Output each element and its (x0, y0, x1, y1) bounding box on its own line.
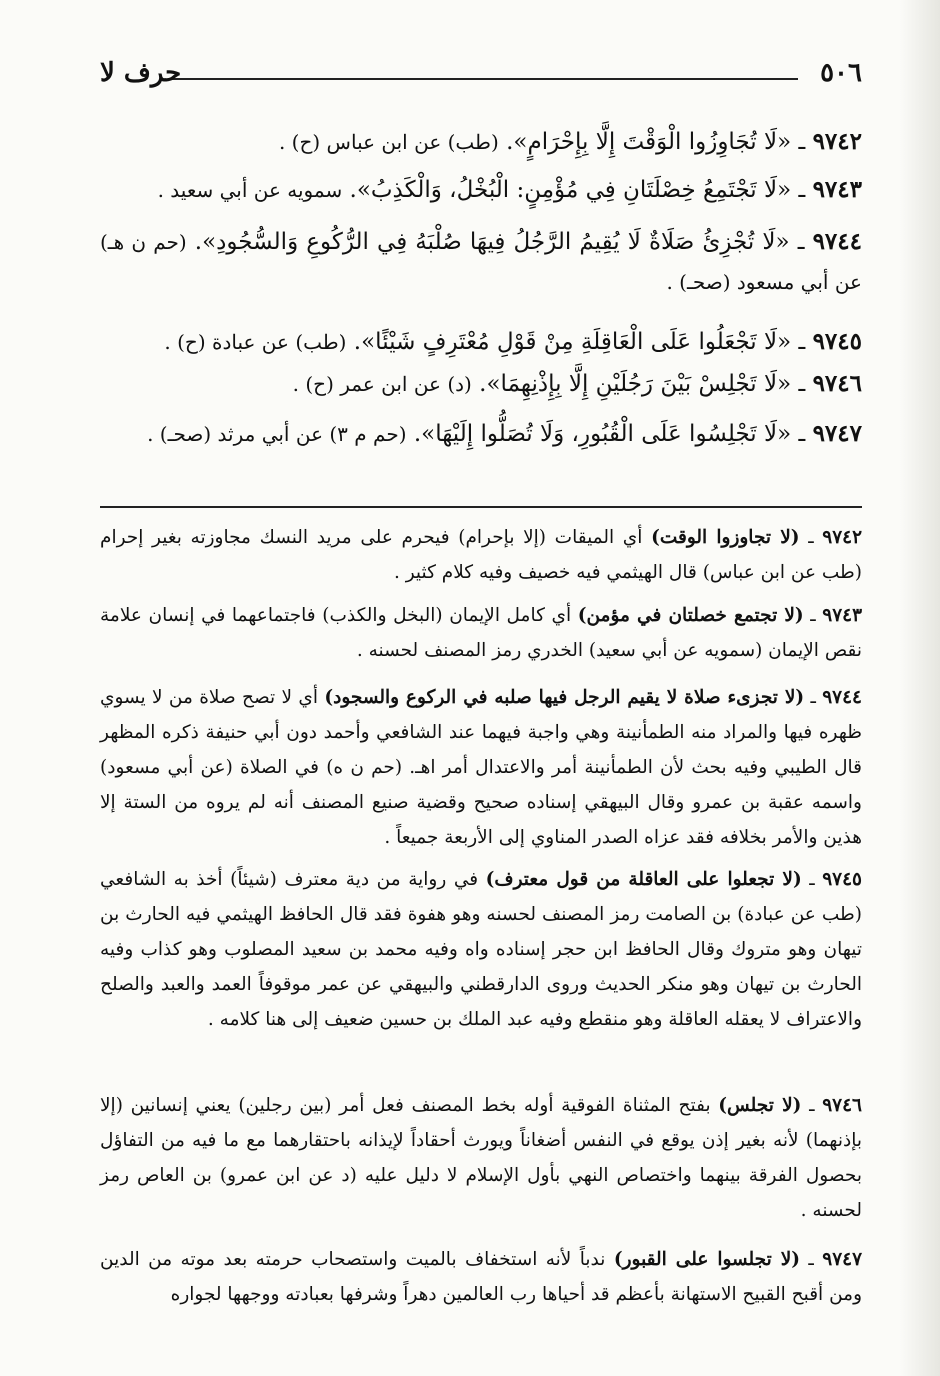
chapter-title: حرف لا (100, 58, 182, 88)
commentary-heading: (لا تجاوزوا الوقت) (651, 527, 800, 548)
scan-margin-shadow (900, 0, 940, 1376)
commentary-number: ٩٧٤٣ (822, 605, 863, 626)
commentary-entry: ٩٧٤٦ ـ (لا تجلس) بفتح المثناة الفوقية أوله بخط المصنف فعل أمر (بين رجلين) يعني إنسانين (إلا بإذنهما) لأنه بغير إذن يوقع في النفس أضغاناً ويورث أحقاداً لإيذانه باحتقارهما مع ما فيه من التفاؤل بحصول الفرقة بينهما واختصاص النهي بأول الإسلام لا دليل عليه (د عن ابن عمرو) بن العاص رمز لحسنه . (100, 1095, 862, 1221)
commentary-heading: (لا تجلس) (718, 1095, 802, 1116)
hadith-entry: ٩٧٤٤ ـ «لَا تُجْزِئُ صَلَاةٌ لَا يُقِيمُ الرَّجُلُ فِيهَا صُلْبَهُ فِي الرُّكُوعِ وَالسُّجُودِ». (حم ن هـ) عن أبي مسعود (صحـ) . (100, 228, 862, 294)
commentary-number: ٩٧٤٧ (822, 1249, 863, 1270)
commentary-number: ٩٧٤٢ (822, 527, 863, 548)
hadith-text: «لَا تَجْتَمِعُ خِصْلَتَانِ فِي مُؤْمِنٍ: الْبُخْلُ، وَالْكَذِبُ». (349, 177, 792, 203)
commentary-entry: ٩٧٤٣ ـ (لا تجتمع خصلتان في مؤمن) أي كامل الإيمان (البخل والكذب) فاجتماعهما في إنسان علامة نقص الإيمان (سمويه عن أبي سعيد) الخدري رمز المصنف لحسنه . (100, 605, 863, 661)
hadith-source: (طب) عن ابن عباس (ح) . (278, 130, 499, 154)
hadith-source: (د) عن ابن عمر (ح) . (292, 372, 472, 396)
hadith-number: ٩٧٤٧ (812, 420, 862, 447)
commentary-text: بفتح المثناة الفوقية أوله بخط المصنف فعل أمر (بين رجلين) يعني إنسانين (إلا بإذنهما) لأنه بغير إذن يوقع في النفس أضغاناً ويورث أحقاداً لإيذانه باحتقارهما مع ما فيه من التفاؤل بحصول الفرقة بينهما واختصاص النهي بأول الإسلام لا دليل عليه (د عن ابن عمرو) بن العاص رمز لحسنه . (100, 1095, 862, 1221)
hadith-entry: ٩٧٤٣ ـ «لَا تَجْتَمِعُ خِصْلَتَانِ فِي مُؤْمِنٍ: الْبُخْلُ، وَالْكَذِبُ». سمويه عن أبي سعيد . (157, 176, 862, 203)
hadith-entry: ٩٧٤٢ ـ «لَا تُجَاوِزُوا الْوَقْتَ إِلَّا بِإِحْرَامٍ». (طب) عن ابن عباس (ح) . (278, 128, 862, 155)
hadith-text: «لَا تَجْلِسُوا عَلَى الْقُبُورِ، وَلَا تُصَلُّوا إِلَيْهَا». (413, 421, 792, 447)
commentary-entry: ٩٧٤٤ ـ (لا تجزىء صلاة لا يقيم الرجل فيها صلبه في الركوع والسجود) أي لا تصح صلاة من لا يسوي ظهره فيها والمراد منه الطمأنينة وهي واجبة فيهما عند الشافعي وأحمد دون أبي حنيفة ذكره المظهر قال الطيبي وفيه بحث لأن الطمأنينة أمر والاعتدال أمر اهـ. (حم ن ه) في الصلاة (عن أبي مسعود) واسمه عقبة بن عمرو وقال البيهقي إسناده صحيح وقضية صنيع المصنف أنه لم يروه من الستة إلا هذين والأمر بخلافه فقد عزاه الصدر المناوي إلى الأربعة جميعاً . (100, 687, 862, 848)
hadith-text: «لَا تَجْلِسْ بَيْنَ رَجُلَيْنِ إِلَّا بِإِذْنِهِمَا». (479, 371, 792, 397)
commentary-heading: (لا تجلسوا على القبور) (613, 1249, 801, 1270)
hadith-number: ٩٧٤٣ (812, 176, 862, 203)
commentary-text: أي لا تصح صلاة من لا يسوي ظهره فيها والمراد منه الطمأنينة وهي واجبة فيهما عند الشافعي وأحمد دون أبي حنيفة ذكره المظهر قال الطيبي وفيه بحث لأن الطمأنينة أمر والاعتدال أمر اهـ. (حم ن ه) في الصلاة (عن أبي مسعود) واسمه عقبة بن عمرو وقال البيهقي إسناده صحيح وقضية صنيع المصنف أنه لم يروه من الستة إلا هذين والأمر بخلافه فقد عزاه الصدر المناوي إلى الأربعة جميعاً . (100, 687, 862, 848)
commentary-text: أي كامل الإيمان (البخل والكذب) فاجتماعهما في إنسان علامة نقص الإيمان (سمويه عن أبي سعيد) الخدري رمز المصنف لحسنه . (100, 605, 862, 661)
hadith-text: «لَا تُجْزِئُ صَلَاةٌ لَا يُقِيمُ الرَّجُلُ فِيهَا صُلْبَهُ فِي الرُّكُوعِ وَالسُّجُودِ». (194, 229, 790, 255)
hadith-source: سمويه عن أبي سعيد . (157, 178, 343, 202)
commentary-number: ٩٧٤٤ (822, 687, 862, 708)
hadith-entry: ٩٧٤٥ ـ «لَا تَجْعَلُوا عَلَى الْعَاقِلَةِ مِنْ قَوْلِ مُعْتَرِفٍ شَيْئًا». (طب) عن عبادة (ح) . (164, 328, 862, 355)
hadith-entry: ٩٧٤٦ ـ «لَا تَجْلِسْ بَيْنَ رَجُلَيْنِ إِلَّا بِإِذْنِهِمَا». (د) عن ابن عمر (ح) . (292, 370, 862, 397)
hadith-entry: ٩٧٤٧ ـ «لَا تَجْلِسُوا عَلَى الْقُبُورِ، وَلَا تُصَلُّوا إِلَيْهَا». (حم م ٣) عن أبي مرثد (صحـ) . (147, 420, 862, 447)
page-number: ٥٠٦ (820, 58, 862, 88)
commentary-entry: ٩٧٤٧ ـ (لا تجلسوا على القبور) ندباً لأنه استخفاف بالميت واستصحاب حرمته بعد موته من الدين ومن أقبح القبيح الاستهانة بأعظم قد أحياها رب العالمين دهراً وشرفها بعبادته ووجهها لجواره (100, 1249, 863, 1305)
commentary-heading: (لا تجزىء صلاة لا يقيم الرجل فيها صلبه في الركوع والسجود) (324, 687, 805, 708)
page-header (100, 58, 862, 94)
commentary-entry: ٩٧٤٢ ـ (لا تجاوزوا الوقت) أي الميقات (إلا بإحرام) فيحرم على مريد النسك مجاوزته بغير إحرام (طب عن ابن عباس) قال الهيثمي فيه خصيف وفيه كلام كثير . (100, 527, 863, 583)
hadith-source: (طب) عن عبادة (ح) . (164, 330, 347, 354)
commentary-number: ٩٧٤٥ (822, 869, 862, 890)
hadith-number: ٩٧٤٦ (812, 370, 862, 397)
footnote-divider (100, 506, 862, 508)
commentary-text: أي الميقات (إلا بإحرام) فيحرم على مريد النسك مجاوزته بغير إحرام (طب عن ابن عباس) قال الهيثمي فيه خصيف وفيه كلام كثير . (100, 527, 862, 583)
commentary-number: ٩٧٤٦ (822, 1095, 862, 1116)
hadith-source: (حم م ٣) عن أبي مرثد (صحـ) . (147, 422, 407, 446)
commentary-heading: (لا تجعلوا على العاقلة من قول معترف) (485, 869, 802, 890)
hadith-number: ٩٧٤٤ (812, 228, 862, 255)
commentary-text: ندباً لأنه استخفاف بالميت واستصحاب حرمته بعد موته من الدين ومن أقبح القبيح الاستهانة بأعظم قد أحياها رب العالمين دهراً وشرفها بعبادته ووجهها لجواره (100, 1249, 862, 1305)
commentary-text: في رواية من دية معترف (شيئاً) أخذ به الشافعي (طب عن عبادة) بن الصامت رمز المصنف لحسنه وهو هفوة فقد قال الحافظ الهيثمي فيه الحارث بن تيهان وهو متروك وقال الحافظ ابن حجر إسناده واه وفيه محمد بن سعيد المصلوب وهو كذاب وفيه الحارث بن تيهان وهو منكر الحديث وروى الدارقطني والبيهقي عن عمر موقوفاً العمد والعبد والصلح والاعتراف لا يعقله العاقلة وهو منقطع وفيه عبد الملك بن حسين ضعيف إلى هنا كلامه . (100, 869, 862, 1030)
commentary-heading: (لا تجتمع خصلتان في مؤمن) (577, 605, 804, 626)
hadith-text: «لَا تُجَاوِزُوا الْوَقْتَ إِلَّا بِإِحْرَامٍ». (506, 129, 792, 155)
commentary-entry: ٩٧٤٥ ـ (لا تجعلوا على العاقلة من قول معترف) في رواية من دية معترف (شيئاً) أخذ به الشافعي (طب عن عبادة) بن الصامت رمز المصنف لحسنه وهو هفوة فقد قال الحافظ الهيثمي فيه الحارث بن تيهان وهو متروك وقال الحافظ ابن حجر إسناده واه وفيه محمد بن سعيد المصلوب وهو كذاب وفيه الحارث بن تيهان وهو منكر الحديث وروى الدارقطني والبيهقي عن عمر موقوفاً العمد والعبد والصلح والاعتراف لا يعقله العاقلة وهو منقطع وفيه عبد الملك بن حسين ضعيف إلى هنا كلامه . (100, 869, 862, 1030)
hadith-number: ٩٧٤٢ (812, 128, 862, 155)
hadith-text: «لَا تَجْعَلُوا عَلَى الْعَاقِلَةِ مِنْ قَوْلِ مُعْتَرِفٍ شَيْئًا». (353, 329, 792, 355)
hadith-source: (حم ن هـ) عن أبي مسعود (صحـ) . (100, 230, 862, 294)
hadith-number: ٩٧٤٥ (812, 328, 862, 355)
header-rule (168, 78, 798, 80)
